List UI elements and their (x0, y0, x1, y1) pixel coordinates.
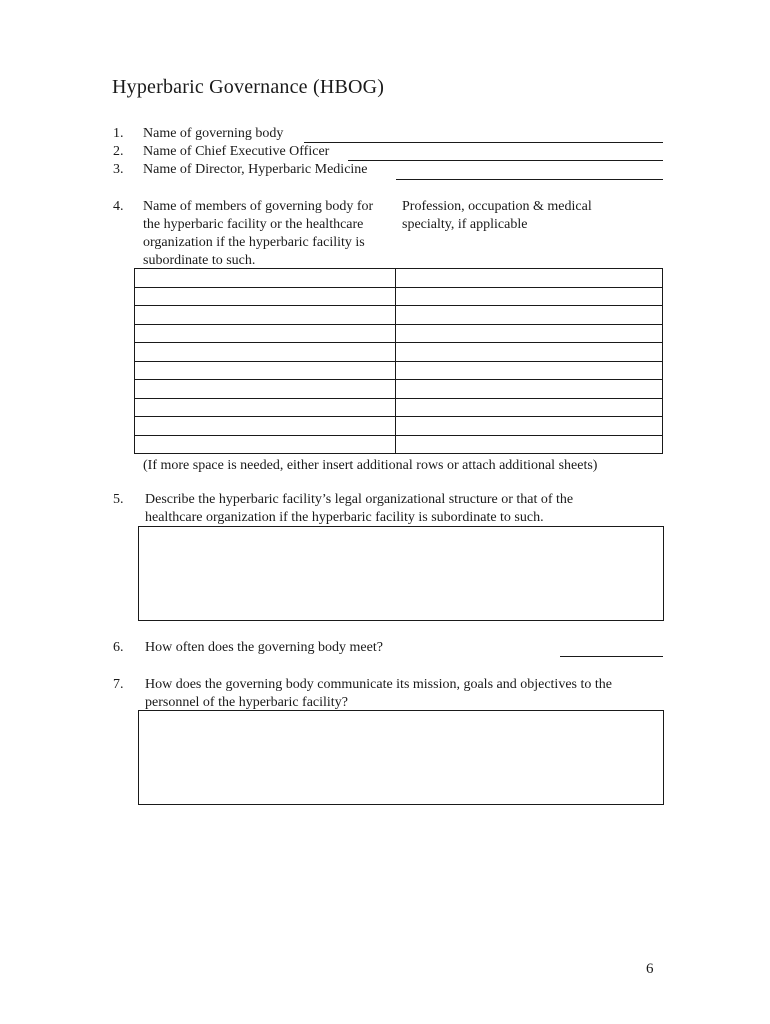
communication-description-box[interactable] (138, 710, 664, 805)
member-name-cell[interactable] (135, 324, 396, 343)
table-row (135, 361, 663, 380)
item-4-number: 4. (113, 199, 124, 214)
item-5-line-2: healthcare organization if the hyperbaric facility is subordinate to such. (145, 510, 544, 525)
page-number: 6 (646, 961, 654, 977)
governing-members-table (134, 268, 663, 454)
member-name-cell[interactable] (135, 417, 396, 436)
member-profession-cell[interactable] (396, 417, 663, 436)
table-row (135, 398, 663, 417)
item-5-line-1: Describe the hyperbaric facility’s legal organizational structure or that of the (145, 492, 574, 507)
item-5-number: 5. (113, 492, 124, 507)
item-2-number: 2. (113, 144, 124, 159)
item-6-label: How often does the governing body meet? (145, 640, 383, 655)
structure-description-box[interactable] (138, 526, 664, 621)
member-name-cell[interactable] (135, 435, 396, 454)
item-3-label: Name of Director, Hyperbaric Medicine (143, 162, 368, 177)
item-4-col2-line-2: specialty, if applicable (402, 217, 528, 232)
member-profession-cell[interactable] (396, 380, 663, 399)
table-row (135, 324, 663, 343)
member-profession-cell[interactable] (396, 324, 663, 343)
item-4-col1-line-2: the hyperbaric facility or the healthcare (143, 217, 364, 232)
meeting-frequency-field[interactable] (560, 656, 663, 657)
ceo-name-field[interactable] (348, 160, 663, 161)
director-name-field[interactable] (396, 179, 663, 180)
table-row (135, 269, 663, 288)
item-4-col1-line-3: organization if the hyperbaric facility is (143, 235, 365, 250)
table-note: (If more space is needed, either insert additional rows or attach additional sheets) (143, 458, 598, 473)
item-3-number: 3. (113, 162, 124, 177)
member-profession-cell[interactable] (396, 343, 663, 362)
item-7-number: 7. (113, 677, 124, 692)
item-6-number: 6. (113, 640, 124, 655)
table-row (135, 435, 663, 454)
item-4-col1-line-4: subordinate to such. (143, 253, 256, 268)
member-profession-cell[interactable] (396, 398, 663, 417)
item-4-col2-line-1: Profession, occupation & medical (402, 199, 592, 214)
page-title: Hyperbaric Governance (HBOG) (112, 76, 385, 98)
member-name-cell[interactable] (135, 380, 396, 399)
member-profession-cell[interactable] (396, 361, 663, 380)
item-2-label: Name of Chief Executive Officer (143, 144, 330, 159)
table-row (135, 343, 663, 362)
member-name-cell[interactable] (135, 361, 396, 380)
item-1-label: Name of governing body (143, 126, 284, 141)
table-row (135, 417, 663, 436)
member-name-cell[interactable] (135, 343, 396, 362)
member-name-cell[interactable] (135, 269, 396, 288)
member-name-cell[interactable] (135, 306, 396, 325)
table-row (135, 380, 663, 399)
member-name-cell[interactable] (135, 287, 396, 306)
governing-body-name-field[interactable] (304, 142, 663, 143)
member-profession-cell[interactable] (396, 269, 663, 288)
item-7-line-1: How does the governing body communicate its mission, goals and objectives to the (145, 677, 612, 692)
member-profession-cell[interactable] (396, 287, 663, 306)
member-profession-cell[interactable] (396, 435, 663, 454)
item-1-number: 1. (113, 126, 124, 141)
item-7-line-2: personnel of the hyperbaric facility? (145, 695, 348, 710)
member-name-cell[interactable] (135, 398, 396, 417)
item-4-col1-line-1: Name of members of governing body for (143, 199, 374, 214)
table-row (135, 287, 663, 306)
member-profession-cell[interactable] (396, 306, 663, 325)
table-row (135, 306, 663, 325)
